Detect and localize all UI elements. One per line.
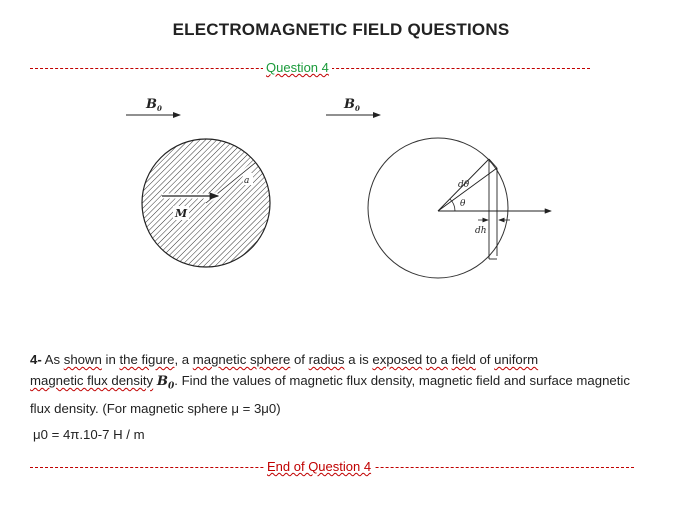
magnetization-label: M [175,207,188,220]
b0-symbol: $B_0$ [156,374,175,392]
page-title: ELECTROMAGNETIC FIELD QUESTIONS [172,20,510,39]
theta-label: θ [460,199,466,209]
end-question-label: End of Question 4 [264,459,374,474]
question-label: Question 4 [263,60,332,75]
b0-label-left: $B_0$ [146,97,162,113]
dtheta-label: dθ [458,180,470,190]
mu0-constant: μ0 = 4π.10-7 H / m [33,427,145,442]
b0-label-right: $B_0$ [344,97,360,113]
dh-label: dh [475,226,487,236]
sphere-outline [368,138,508,278]
question-text: 4- As shown in the figure, a magnetic sphere of radius a is exposed to a field of uniform magnetic flux density $B_0$. Find the values of magnetic flux density, magnetic field and surface magnetic flux density. (For magnetic sphere μ = 3μ0) [30,352,630,416]
radius-label: a [244,176,250,186]
